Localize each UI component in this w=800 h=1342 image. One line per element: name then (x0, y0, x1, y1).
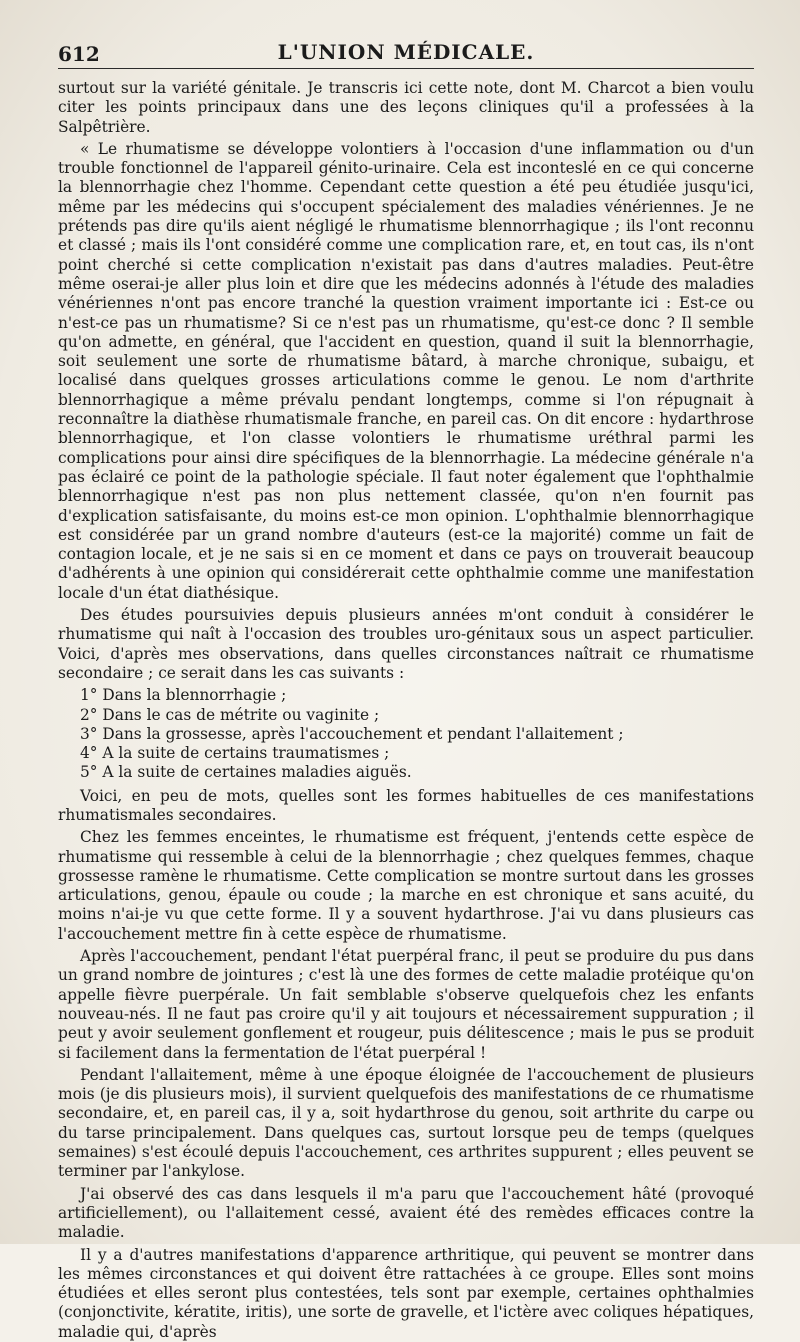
list-item: 1° Dans la blennorrhagie ; (80, 686, 287, 705)
paragraph: J'ai observé des cas dans lesquels il m'a paru que l'accouchement hâté (provoqué artificiellement), ou l'allaitement cessé, avaient été des remèdes efficaces contre la maladie. (58, 1184, 754, 1242)
paragraph: Pendant l'allaitement, même à une époque éloignée de l'accouchement de plusieurs mois (je dis plusieurs mois), il survient quelquefois des manifestations de ce rhumatisme secondaire, et, en pareil cas, il y a, soit hydarthrose du genou, soit arthrite du carpe ou du tarse principalement. Dans quelques cas, surtout lorsque peu de temps (quelques semaines) s'est écoulé depuis l'accouchement, ces arthrites suppurent ; elles peuvent se terminer par l'ankylose. (58, 1065, 754, 1181)
paragraph: « Le rhumatisme se développe volontiers à l'occasion d'une inflammation ou d'un trouble fonctionnel de l'appareil génito-urinaire. Cela est inconteslé en ce qui concerne la blennorrhagie chez l'homme. Cependant cette question a été peu étudiée jusqu'ici, même par les médecins qui s'occupent spécialement des maladies vénériennes. Je ne prétends pas dire qu'ils aient négligé le rhumatisme blennorrhagique ; ils l'ont reconnu et classé ; mais ils l'ont considéré comme une complication rare, et, en tout cas, ils n'ont point cherché si cette complication n'existait pas dans d'autres maladies. Peut-être même oserai-je aller plus loin et dire que les médecins adonnés à l'étude des maladies vénériennes n'ont pas encore tranché la question vraiment importante ici : Est-ce ou n'est-ce pas un rhumatisme? Si ce n'est pas un rhumatisme, qu'est-ce donc ? Il semble qu'on admette, en général, que l'accident en question, quand il suit la blennorrhagie, soit seulement une sorte de rhumatisme bâtard, à marche chronique, subaigu, et localisé dans quelques grosses articulations comme le genou. Le nom d'arthrite blennorrhagique a même prévalu pendant longtemps, comme si l'on répugnait à reconnaître la diathèse rhumatismale franche, en pareil cas. On dit encore : hydarthrose blennorrhagique, et l'on classe volontiers le rhumatisme uréthral parmi les complications pour ainsi dire spécifiques de la blennorrhagie. La médecine générale n'a pas éclairé ce point de la pathologie spéciale. Il faut noter également que l'ophthalmie blennorrhagique n'est pas non plus nettement classée, qu'on n'en fournit pas d'explication satisfaisante, du moins est-ce mon opinion. L'ophthalmie blennorrhagique est considérée par un grand nombre d'auteurs (est-ce la majorité) comme un fait de contagion locale, et je ne sais si en ce moment et dans ce pays on trouverait beaucoup d'adhérents à une opinion qui considérerait cette ophthalmie comme une manifestation locale d'un état diathésique. (58, 139, 754, 602)
page-number: 612 (58, 42, 100, 66)
list-item: 2° Dans le cas de métrite ou vaginite ; (80, 705, 380, 724)
article-body (58, 79, 754, 1342)
list-item: 5° A la suite de certaines maladies aiguës. (80, 763, 412, 782)
paragraph: surtout sur la variété génitale. Je transcris ici cette note, dont M. Charcot a bien voulu citer les points principaux dans une des leçons cliniques qu'il a professées à la Salpêtrière. (58, 79, 754, 136)
list-item: 3° Dans la grossesse, après l'accouchement et pendant l'allaitement ; (80, 724, 624, 743)
paragraph: Après l'accouchement, pendant l'état puerpéral franc, il peut se produire du pus dans un grand nombre de jointures ; c'est là une des formes de cette maladie protéique qu'on appelle fièvre puerpérale. Un fait semblable s'observe quelquefois chez les enfants nouveau-nés. Il ne faut pas croire qu'il y ait toujours et nécessairement suppuration ; il peut y avoir seulement gonflement et rougeur, puis délitescence ; mais le pus se produit si facilement dans la fermentation de l'état puerpéral ! (58, 947, 754, 1062)
paragraph: Voici, en peu de mots, quelles sont les formes habituelles de ces manifestations rhumatismales secondaires. (58, 786, 754, 824)
circumstances-list (58, 686, 754, 782)
page-header (58, 28, 754, 69)
paragraph: Il y a d'autres manifestations d'apparence arthritique, qui peuvent se montrer dans les mêmes circonstances et qui doivent être rattachées à ce groupe. Elles sont moins étudiées et elles seront plus contestées, tels sont par exemple, certaines ophthalmies (conjonctivite, kératite, iritis), une sorte de gravelle, et l'ictère avec coliques hépatiques, maladie qui, d'après (58, 1245, 754, 1341)
paragraph: Chez les femmes enceintes, le rhumatisme est fréquent, j'entends cette espèce de rhumatisme qui ressemble à celui de la blennorrhagie ; chez quelques femmes, chaque grossesse ramène le rhumatisme. Cette complication se montre surtout dans les grosses articulations, genou, épaule ou coude ; la marche en est chronique et sans acuité, du moins n'ai-je vu que cette forme. Il y a souvent hydarthrose. J'ai vu dans plusieurs cas l'accouchement mettre fin à cette espèce de rhumatisme. (58, 828, 754, 943)
running-title: L'UNION MÉDICALE. (277, 40, 535, 64)
paragraph: Des études poursuivies depuis plusieurs années m'ont conduit à considérer le rhumatisme qui naît à l'occasion des troubles uro-génitaux sous un aspect particulier. Voici, d'après mes observations, dans quelles circonstances naîtrait ce rhumatisme secondaire ; ce serait dans les cas suivants : (58, 606, 754, 682)
list-item: 4° A la suite de certains traumatismes ; (80, 744, 390, 763)
